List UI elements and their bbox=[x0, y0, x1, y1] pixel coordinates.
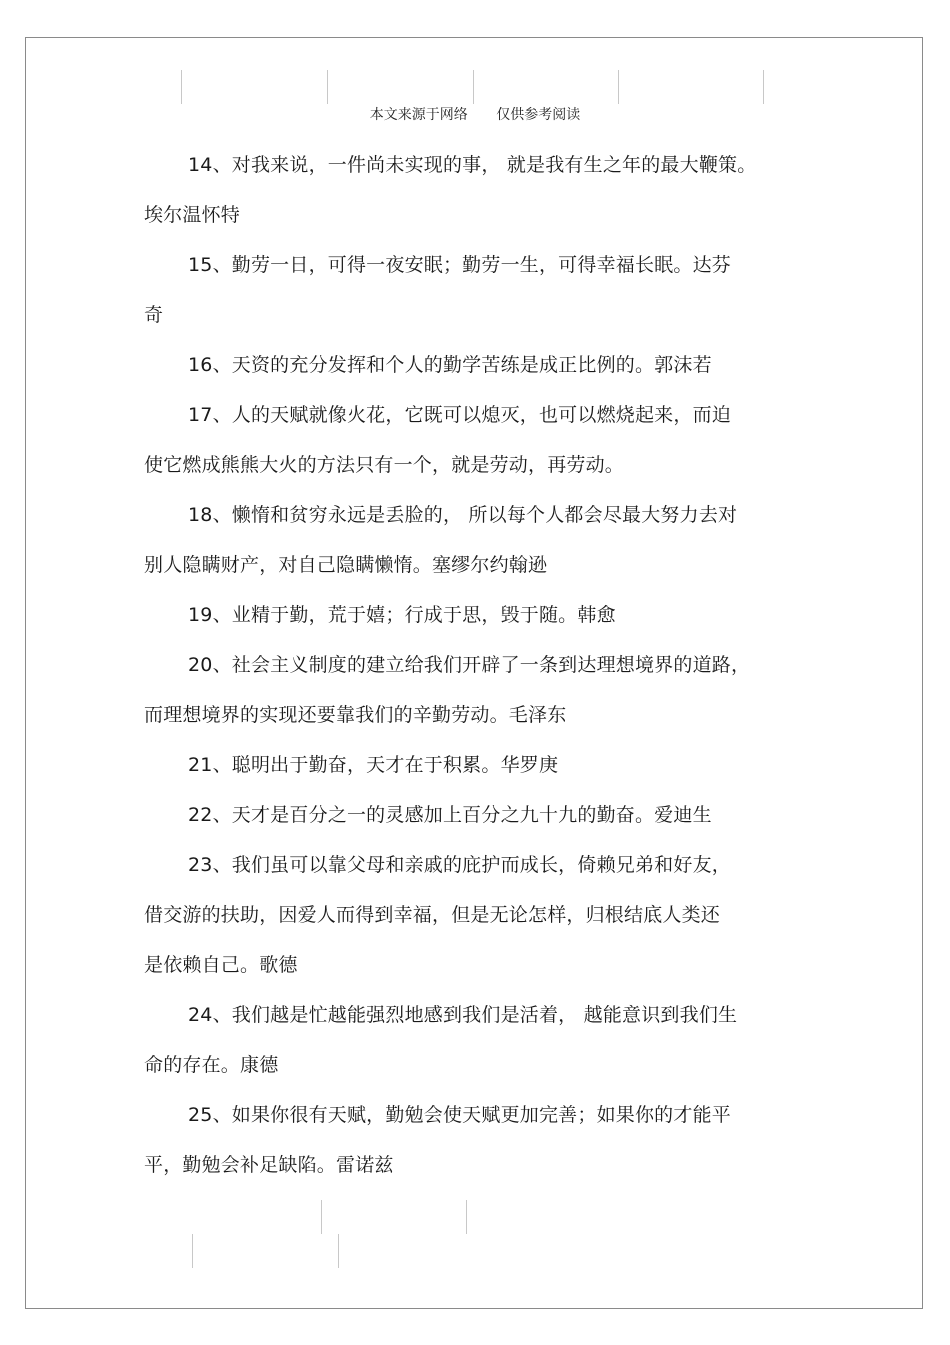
quote-line: 埃尔温怀特 bbox=[144, 204, 241, 226]
quote-line: 16、天资的充分发挥和个人的勤学苦练是成正比例的。郭沫若 bbox=[188, 354, 712, 376]
quote-line: 25、如果你很有天赋，勤勉会使天赋更加完善；如果你的才能平 bbox=[188, 1104, 731, 1126]
divider-line bbox=[181, 70, 182, 104]
quote-line: 20、社会主义制度的建立给我们开辟了一条到达理想境界的道路， bbox=[188, 654, 751, 676]
quote-line: 24、我们越是忙越能强烈地感到我们是活着， 越能意识到我们生 bbox=[188, 1004, 738, 1026]
quote-line: 奇 bbox=[144, 304, 164, 326]
quote-line: 23、我们虽可以靠父母和亲戚的庇护而成长，倚赖兄弟和好友， bbox=[188, 854, 731, 876]
quote-line: 14、对我来说，一件尚未实现的事， 就是我有生之年的最大鞭策。 bbox=[188, 154, 757, 176]
quote-line: 命的存在。康德 bbox=[144, 1054, 279, 1076]
quote-line: 22、天才是百分之一的灵感加上百分之九十九的勤奋。爱迪生 bbox=[188, 804, 712, 826]
divider-line bbox=[192, 1234, 193, 1268]
header-reference-text: 仅供参考阅读 bbox=[496, 107, 581, 123]
quote-line: 借交游的扶助，因爱人而得到幸福，但是无论怎样，归根结底人类还 bbox=[144, 904, 721, 926]
quote-line: 而理想境界的实现还要靠我们的辛勤劳动。毛泽东 bbox=[144, 704, 567, 726]
divider-line bbox=[466, 1200, 467, 1234]
quote-line: 使它燃成熊熊大火的方法只有一个，就是劳动，再劳动。 bbox=[144, 454, 625, 476]
divider-line bbox=[321, 1200, 322, 1234]
divider-line bbox=[338, 1234, 339, 1268]
header-source-text: 本文来源于网络 bbox=[369, 107, 468, 123]
quote-line: 平，勤勉会补足缺陷。雷诺兹 bbox=[144, 1154, 394, 1176]
divider-line bbox=[763, 70, 764, 104]
quote-line: 17、人的天赋就像火花，它既可以熄灭，也可以燃烧起来，而迫 bbox=[188, 404, 731, 426]
quote-line: 18、懒惰和贫穷永远是丢脸的， 所以每个人都会尽最大努力去对 bbox=[188, 504, 738, 526]
quote-line: 19、业精于勤，荒于嬉；行成于思，毁于随。韩愈 bbox=[188, 604, 616, 626]
quote-line: 是依赖自己。歌德 bbox=[144, 954, 298, 976]
divider-line bbox=[473, 70, 474, 104]
quote-line: 别人隐瞒财产，对自己隐瞒懒惰。塞缪尔约翰逊 bbox=[144, 554, 548, 576]
quote-line: 15、勤劳一日，可得一夜安眠；勤劳一生，可得幸福长眠。达芬 bbox=[188, 254, 731, 276]
divider-line bbox=[618, 70, 619, 104]
quote-line: 21、聪明出于勤奋，天才在于积累。华罗庚 bbox=[188, 754, 559, 776]
page-header bbox=[0, 104, 950, 124]
divider-line bbox=[327, 70, 328, 104]
quote-list bbox=[144, 140, 814, 1190]
